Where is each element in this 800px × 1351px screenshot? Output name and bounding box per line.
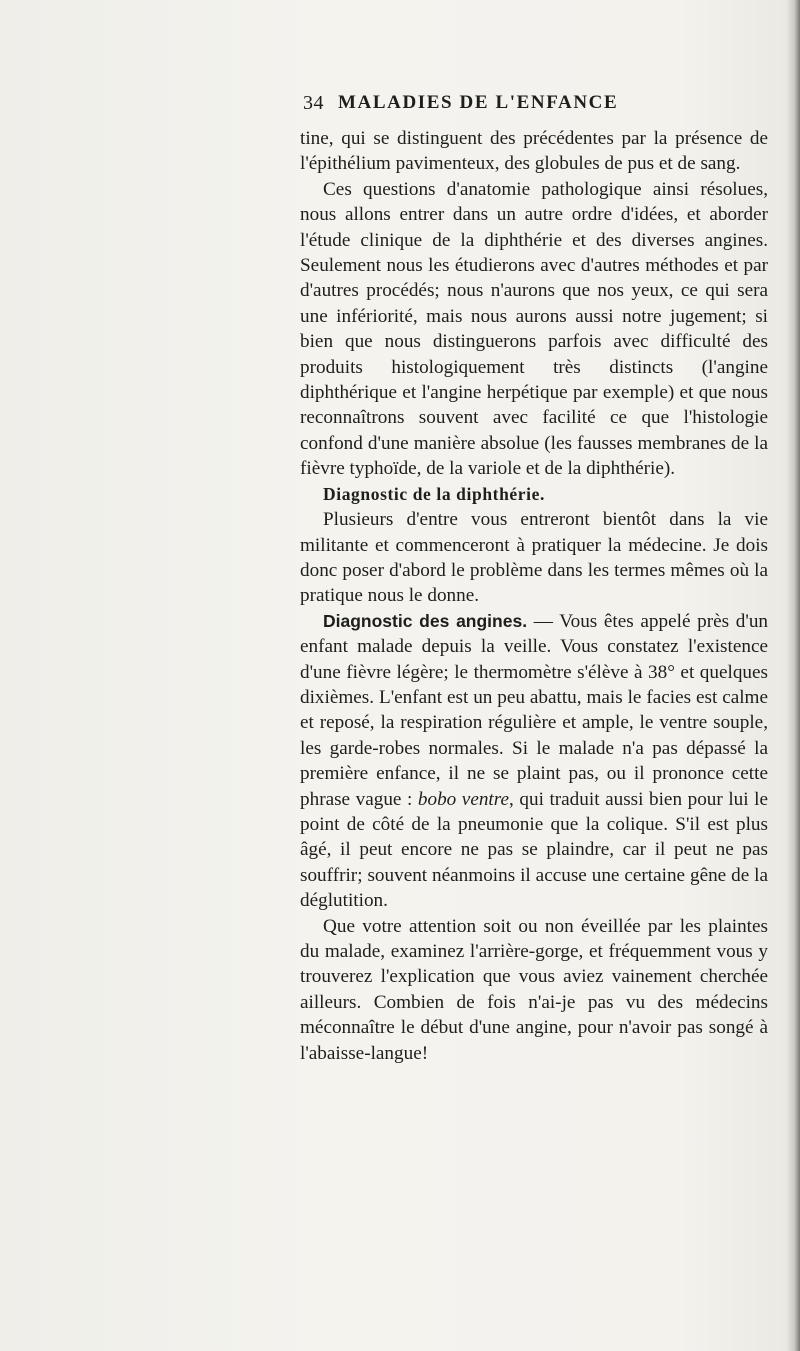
section-heading: Diagnostic de la diphthérie. xyxy=(323,483,545,504)
running-title: MALADIES DE L'ENFANCE xyxy=(338,92,619,113)
paragraph-anatomy: Ces questions d'anatomie pathologique ainsi résolues, nous allons entrer dans un autre ordre d'idées, et aborder l'étude clinique de la diphthérie et des diverses angines. Seulement nous les étudierons avec d'autres méthodes et par d'autres procédés; nous n'aurons que nos yeux, ce qui sera une infériorité, mais nous aurons aussi notre jugement; si bien que nous distinguerons parfois avec difficulté des produits histologiquement très distincts (l'angine diphthérique et l'angine herpétique par exemple) et que nous reconnaîtrons souvent avec facilité ce que l'histologie confond d'une manière absolue (les fausses membranes de la fièvre typhoïde, de la variole et de la diphthérie). xyxy=(300,178,768,480)
paragraph-continuation: tine, qui se distinguent des précédentes par la présence de l'épithélium pavimenteux, des globules de pus et de sang. xyxy=(300,128,768,175)
runin-heading: Diagnostic des angines. xyxy=(323,610,528,631)
page-edge-shadow xyxy=(786,0,800,1351)
paragraph-examination: Que votre attention soit ou non éveillée par les plaintes du malade, examinez l'arrière-gorge, et fréquemment vous y trouverez l'explication que vous aviez vainement cherchée ailleurs. Combien de fois n'ai-je pas vu des médecins méconnaître le début d'une angine, pour n'avoir pas songé à l'abaisse-langue! xyxy=(300,915,768,1064)
paragraph-introduction: Plusieurs d'entre vous entreront bientôt dans la vie militante et commenceront à pratiquer la médecine. Je dois donc poser d'abord le problème dans les termes mêmes où la pratique nous le donne. xyxy=(300,509,768,607)
body-text xyxy=(300,126,768,1066)
italic-phrase: bobo ventre xyxy=(417,788,510,810)
paragraph-text-a: — Vous êtes appelé près d'un enfant malade depuis la veille. Vous constatez l'existence d'une fièvre légère; le thermomètre s'élève à 38° et quelques dixièmes. L'enfant est un peu abattu, mais le facies est calme et reposé, la respiration régulière et ample, le ventre souple, les garde-robes normales. Si le malade n'a pas dépassé la première enfance, il ne se plaint pas, ou il prononce cette phrase vague : xyxy=(300,610,769,810)
page-number: 34 xyxy=(303,92,324,114)
paragraph-diagnostic-angines xyxy=(300,609,768,914)
paragraph-text-b: , qui traduit aussi bien pour lui le point de côté de la pneumonie que la colique. S'il est plus âgé, il peut encore ne pas se plaindre, car il peut ne pas souffrir; souvent néanmoins il accuse une certaine gêne de la déglutition. xyxy=(300,788,768,912)
page-header xyxy=(0,92,800,118)
